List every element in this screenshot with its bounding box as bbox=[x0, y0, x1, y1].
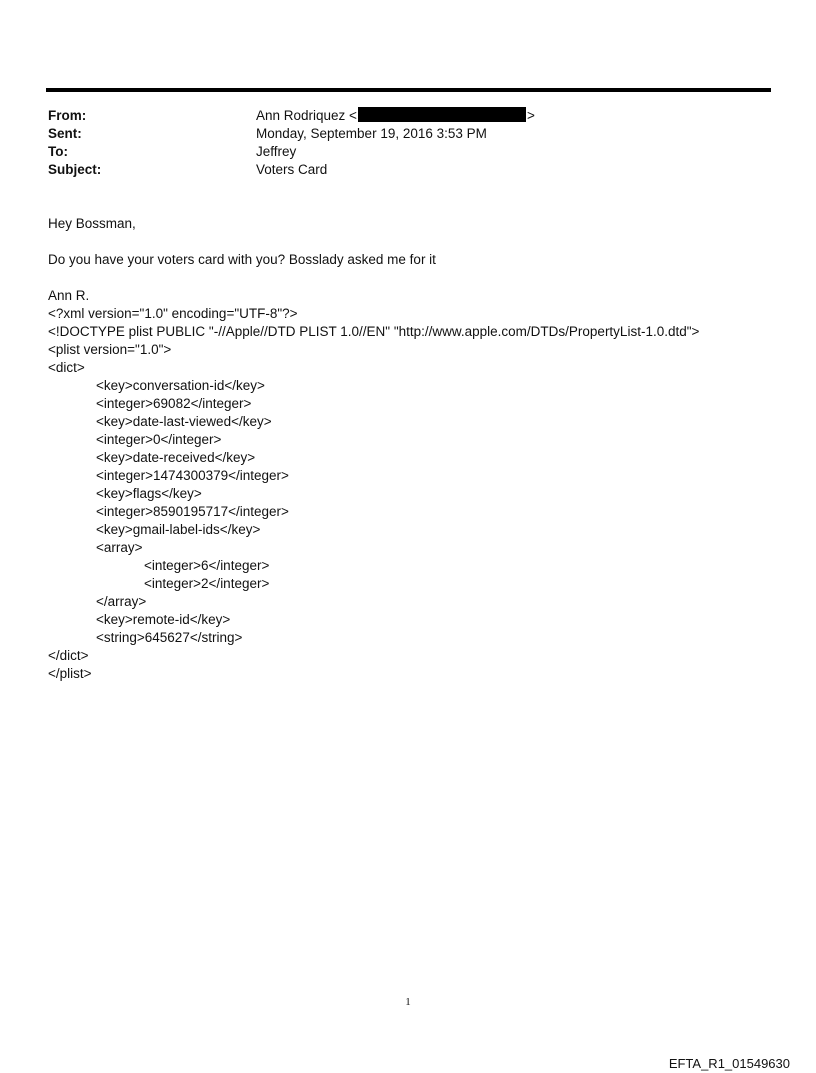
sent-value: Monday, September 19, 2016 3:53 PM bbox=[256, 126, 487, 141]
plist-line: <key>date-last-viewed</key> bbox=[96, 414, 272, 429]
to-value: Jeffrey bbox=[256, 144, 297, 159]
redaction-bar bbox=[358, 107, 526, 122]
blank-line bbox=[48, 269, 788, 287]
subject-label: Subject: bbox=[48, 162, 102, 177]
signature: Ann R. bbox=[48, 288, 90, 303]
plist-line: <key>conversation-id</key> bbox=[96, 378, 265, 393]
plist-line: <?xml version="1.0" encoding="UTF-8"?> bbox=[48, 306, 298, 321]
plist-line: <key>remote-id</key> bbox=[96, 612, 231, 627]
plist-line: <key>flags</key> bbox=[96, 486, 202, 501]
plist-line: <!DOCTYPE plist PUBLIC "-//Apple//DTD PLIST 1.0//EN" "http://www.apple.com/DTDs/PropertyList-1.0.dtd"> bbox=[48, 324, 700, 339]
plist-line: <integer>8590195717</integer> bbox=[96, 504, 289, 519]
email-header bbox=[48, 107, 748, 179]
plist-line: <dict> bbox=[48, 360, 85, 375]
plist-line: <string>645627</string> bbox=[96, 630, 243, 645]
plist-line: <integer>1474300379</integer> bbox=[96, 468, 289, 483]
plist-line: <integer>0</integer> bbox=[96, 432, 222, 447]
greeting: Hey Bossman, bbox=[48, 216, 136, 231]
header-rule bbox=[46, 88, 771, 92]
plist-line: <key>date-received</key> bbox=[96, 450, 256, 465]
plist-line: </array> bbox=[96, 594, 147, 609]
sent-row bbox=[48, 125, 748, 143]
plist-line: <integer>2</integer> bbox=[144, 576, 270, 591]
plist-line: </plist> bbox=[48, 666, 92, 681]
from-value bbox=[256, 107, 535, 125]
email-body bbox=[48, 215, 788, 683]
subject-row bbox=[48, 161, 748, 179]
to-row bbox=[48, 143, 748, 161]
plist-block bbox=[48, 305, 788, 683]
message-text: Do you have your voters card with you? Bosslady asked me for it bbox=[48, 252, 436, 267]
document-id: EFTA_R1_01549630 bbox=[668, 1056, 790, 1071]
from-suffix: > bbox=[526, 108, 535, 123]
plist-line: <array> bbox=[96, 540, 143, 555]
plist-line: <key>gmail-label-ids</key> bbox=[96, 522, 261, 537]
plist-line: </dict> bbox=[48, 648, 89, 663]
plist-line: <plist version="1.0"> bbox=[48, 342, 172, 357]
from-row bbox=[48, 107, 748, 125]
plist-line: <integer>6</integer> bbox=[144, 558, 270, 573]
page-number: 1 bbox=[405, 996, 411, 1008]
to-label: To: bbox=[48, 144, 68, 159]
from-name: Ann Rodriquez < bbox=[256, 108, 357, 123]
subject-value: Voters Card bbox=[256, 162, 328, 177]
plist-line: <integer>69082</integer> bbox=[96, 396, 252, 411]
from-label: From: bbox=[48, 108, 87, 123]
sent-label: Sent: bbox=[48, 126, 82, 141]
blank-line bbox=[48, 233, 788, 251]
